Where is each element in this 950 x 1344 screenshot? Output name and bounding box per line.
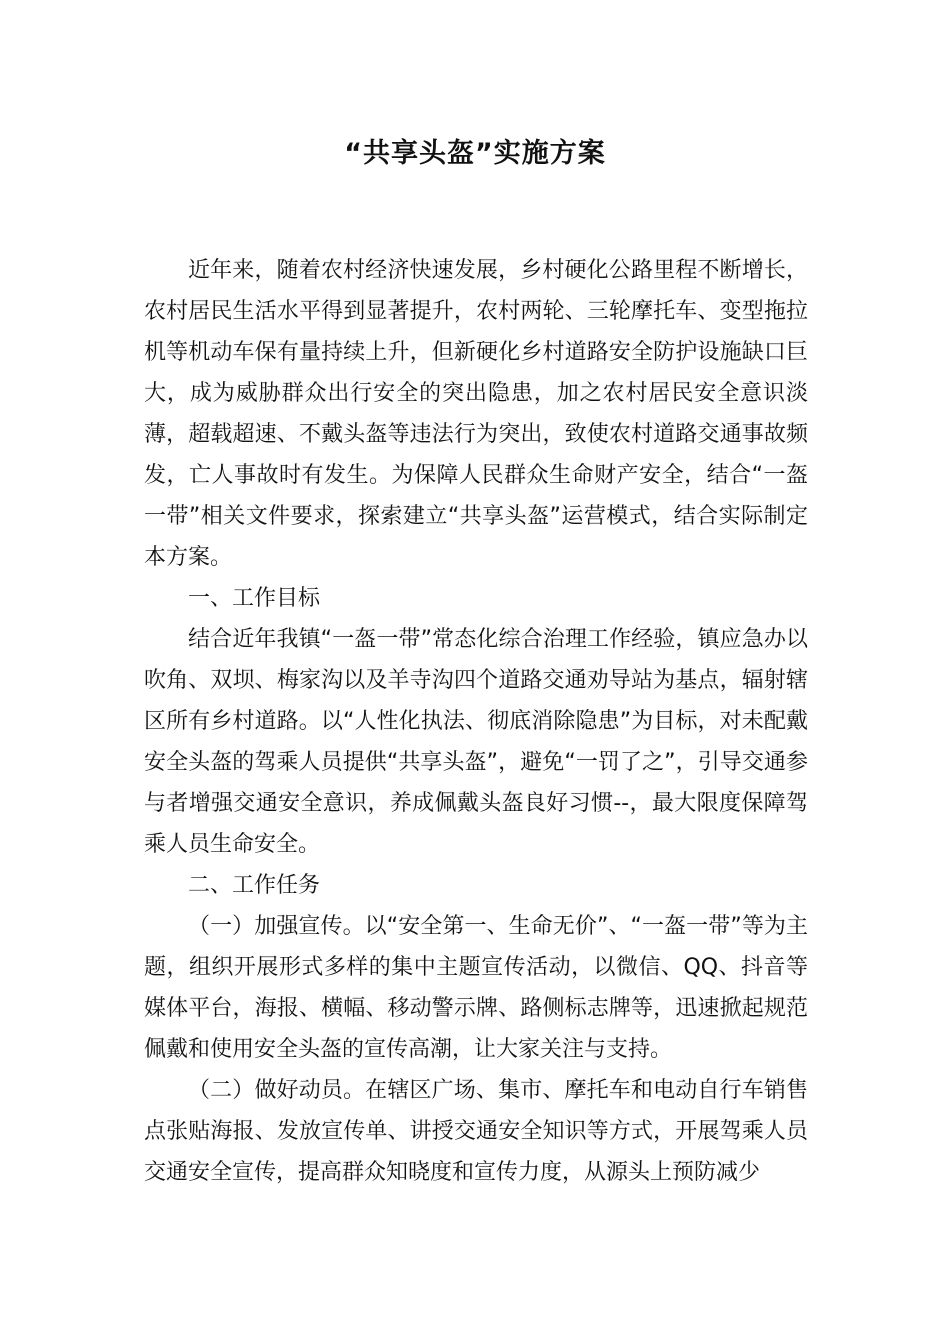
- page-title: “共享头盔”实施方案: [344, 138, 606, 169]
- section-heading-tasks: 二、工作任务: [188, 873, 321, 898]
- document-body: [144, 250, 808, 1193]
- task-mobilization-paragraph: （二）做好动员。在辖区广场、集市、摩托车和电动自行车销售点张贴海报、发放宣传单、讲授交通安全知识等方式，开展驾乘人员交通安全宣传，提高群众知晓度和宣传力度，从源头上预防减少: [144, 1078, 808, 1185]
- task-publicity-paragraph: （一）加强宣传。以“安全第一、生命无价”、“一盔一带”等为主题，组织开展形式多样的集中主题宣传活动，以微信、QQ、抖音等媒体平台，海报、横幅、移动警示牌、路侧标志牌等，迅速掀起规范佩戴和使用安全头盔的宣传高潮，让大家关注与支持。: [144, 914, 808, 1062]
- goals-paragraph: 结合近年我镇“一盔一带”常态化综合治理工作经验，镇应急办以吹角、双坝、梅家沟以及羊寺沟四个道路交通劝导站为基点，辐射辖区所有乡村道路。以“人性化执法、彻底消除隐患”为目标，对未配戴安全头盔的驾乘人员提供“共享头盔”，避免“一罚了之”，引导交通参与者增强交通安全意识，养成佩戴头盔良好习惯--，最大限度保障驾乘人员生命安全。: [144, 627, 808, 857]
- intro-paragraph: 近年来，随着农村经济快速发展，乡村硬化公路里程不断增长，农村居民生活水平得到显著提升，农村两轮、三轮摩托车、变型拖拉机等机动车保有量持续上升，但新硬化乡村道路安全防护设施缺口巨大，成为威胁群众出行安全的突出隐患，加之农村居民安全意识淡薄，超载超速、不戴头盔等违法行为突出，致使农村道路交通事故频发，亡人事故时有发生。为保障人民群众生命财产安全，结合“一盔一带”相关文件要求，探索建立“共享头盔”运营模式，结合实际制定本方案。: [144, 258, 808, 570]
- section-heading-goals: 一、工作目标: [188, 586, 321, 611]
